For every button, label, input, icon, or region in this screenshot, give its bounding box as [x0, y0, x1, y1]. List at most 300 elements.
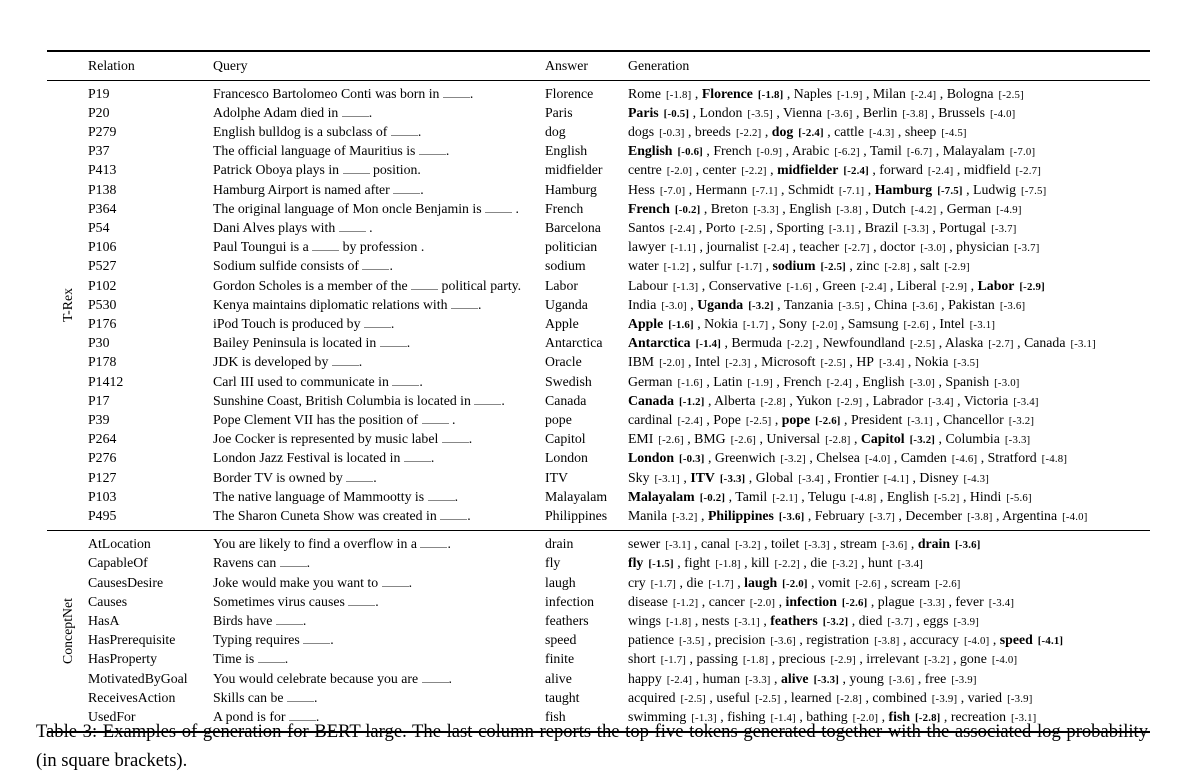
log-probability: [-5.6] — [1006, 491, 1032, 504]
generation-token: die — [810, 555, 828, 571]
generation-entry — [880, 239, 946, 254]
generation-entry — [891, 575, 961, 590]
relation-cell: P527 — [88, 258, 117, 274]
log-probability: [-2.7] — [844, 242, 870, 255]
generation-entry — [872, 690, 957, 705]
log-probability: [-2.5] — [909, 338, 936, 351]
generation-token: centre — [628, 162, 662, 178]
generation-entry — [714, 393, 786, 408]
header-row — [47, 51, 1150, 80]
log-probability: [-3.1] — [828, 222, 855, 235]
query-cell: Birds have . — [213, 612, 307, 628]
log-probability: [-1.8] — [665, 88, 692, 101]
log-probability: [-3.1] — [969, 318, 996, 331]
log-probability: [-1.7] — [650, 577, 677, 590]
generation-token: cancer — [708, 593, 745, 609]
log-probability: [-2.9] — [836, 395, 863, 408]
generation-entry-correct — [628, 143, 703, 158]
generation-entry — [628, 613, 691, 628]
log-probability: [-2.0] — [812, 318, 838, 331]
log-probability: [-2.4] — [763, 242, 789, 255]
query-cell: The official language of Mauritius is . — [213, 143, 450, 159]
table-row — [47, 650, 1150, 669]
generation-entry — [816, 450, 890, 465]
generation-token: fish — [888, 709, 910, 724]
generation-cell: Labour [-1.3] , Conservative [-1.6] , Green [-2.4] , Liberal [-2.9] , Labor [-2.9] — [628, 277, 1045, 293]
log-probability: [-4.9] — [996, 203, 1022, 216]
generation-token: Labour — [628, 277, 668, 293]
generation-entry-correct — [628, 393, 705, 408]
column-header-query: Query — [213, 57, 248, 73]
log-probability: [-2.4] — [843, 165, 869, 178]
log-probability: [-4.3] — [868, 126, 895, 139]
generation-token: eggs — [923, 612, 949, 628]
relation-cell: P364 — [88, 200, 117, 216]
generation-entry — [901, 450, 977, 465]
generation-token: Green — [822, 277, 857, 293]
log-probability: [-4.1] — [883, 472, 910, 485]
log-probability: [-1.7] — [742, 318, 769, 331]
generation-token: Hamburg — [874, 181, 933, 197]
generation-entry — [713, 143, 782, 158]
generation-token: plague — [877, 593, 915, 609]
table-row — [47, 315, 1150, 334]
generation-entry — [988, 450, 1068, 465]
generation-token: Nokia — [704, 315, 738, 331]
generation-entry — [628, 690, 706, 705]
query-blank — [342, 114, 369, 117]
generation-cell: swimming [-1.3] , fishing [-1.4] , bathing [-2.0] , fish [-2.8] , recreation [-3.1] — [628, 709, 1037, 724]
log-probability: [-1.7] — [708, 577, 734, 590]
generation-entry — [776, 220, 854, 235]
generation-entry — [905, 508, 992, 523]
log-probability: [-2.9] — [1019, 280, 1045, 293]
relation-cell: P178 — [88, 354, 117, 370]
generation-token: drain — [917, 536, 951, 552]
generation-entry — [970, 489, 1032, 504]
generation-token: China — [874, 296, 908, 312]
log-probability: [-7.5] — [937, 184, 963, 197]
answer-cell: ITV — [545, 469, 568, 485]
generation-entry-correct — [773, 258, 846, 273]
query-cell: The native language of Mammootty is . — [213, 488, 459, 504]
generation-entry — [859, 613, 913, 628]
query-blank — [258, 660, 285, 663]
generation-entry — [789, 201, 862, 216]
generation-entry — [938, 105, 1015, 120]
generation-cell: Santos [-2.4] , Porto [-2.5] , Sporting [-3.1] , Brazil [-3.3] , Portugal [-3.7] — [628, 219, 1017, 235]
log-probability: [-1.8] — [715, 558, 741, 571]
log-probability: [-1.7] — [736, 261, 763, 274]
generation-token: Vienna — [783, 104, 823, 120]
query-cell: The original language of Mon oncle Benjamin is . — [213, 200, 519, 216]
log-probability: [-3.6] — [778, 510, 805, 523]
log-probability: [-3.8] — [874, 635, 900, 648]
answer-cell: Uganda — [545, 296, 588, 312]
answer-cell: midfielder — [545, 162, 603, 178]
query-cell: Dani Alves plays with . — [213, 219, 373, 235]
generation-token: French — [713, 143, 752, 159]
generation-cell: Hess [-7.0] , Hermann [-7.1] , Schmidt [-7.1] , Hamburg [-7.5] , Ludwig [-7.5] — [628, 181, 1047, 197]
log-probability: [-3.7] — [1014, 242, 1040, 255]
log-probability: [-3.2] — [780, 453, 806, 466]
generation-entry — [695, 354, 751, 369]
generation-cell: India [-3.0] , Uganda [-3.2] , Tanzania [-3.5] , China [-3.6] , Pakistan [-3.6] — [628, 296, 1026, 312]
answer-cell: Capitol — [545, 431, 586, 447]
generation-entry — [878, 594, 945, 609]
query-cell: iPod Touch is produced by . — [213, 315, 395, 331]
relation-cell: CausesDesire — [88, 574, 164, 590]
generation-cell: water [-1.2] , sulfur [-1.7] , sodium [-2.5] , zinc [-2.8] , salt [-2.9] — [628, 258, 970, 274]
table-row — [47, 593, 1150, 612]
query-blank — [411, 287, 438, 290]
log-probability: [-3.8] — [836, 203, 862, 216]
generation-token: useful — [716, 689, 751, 705]
generation-token: combined — [872, 689, 927, 705]
generation-entry — [628, 239, 696, 254]
generation-entry — [915, 354, 979, 369]
generation-token: alive — [780, 670, 809, 686]
log-probability: [-3.2] — [909, 434, 936, 447]
generation-entry — [628, 412, 703, 427]
log-probability: [-3.2] — [1008, 414, 1035, 427]
section-conceptnet — [47, 531, 1150, 733]
generation-entry-correct — [772, 124, 824, 139]
table-row — [47, 238, 1150, 257]
generation-entry — [840, 536, 907, 551]
query-cell: Joke would make you want to . — [213, 574, 413, 590]
log-probability: [-4.0] — [963, 635, 990, 648]
generation-entry — [686, 575, 733, 590]
query-blank — [362, 267, 389, 270]
generation-entry — [799, 239, 869, 254]
log-probability: [-3.3] — [719, 472, 746, 485]
log-probability: [-3.6] — [999, 299, 1026, 312]
generation-token: sulfur — [699, 258, 732, 274]
generation-token: center — [702, 162, 737, 178]
generation-token: infection — [785, 593, 837, 609]
log-probability: [-2.4] — [677, 414, 703, 427]
query-blank — [485, 210, 512, 213]
generation-entry — [818, 575, 881, 590]
log-probability: [-2.7] — [1015, 165, 1041, 178]
table-row — [47, 277, 1150, 296]
answer-cell: Barcelona — [545, 219, 601, 235]
generation-entry-correct — [628, 450, 705, 465]
answer-cell: Canada — [545, 392, 587, 408]
generation-token: free — [924, 670, 947, 686]
generation-token: Alberta — [714, 392, 756, 408]
log-probability: [-2.2] — [787, 338, 813, 351]
generation-token: Bologna — [946, 85, 994, 101]
generation-entry — [919, 470, 989, 485]
generation-token: patience — [628, 632, 674, 648]
generation-token: English — [862, 373, 905, 389]
relation-cell: P530 — [88, 296, 117, 312]
log-probability: [-3.4] — [988, 596, 1015, 609]
generation-entry — [779, 316, 838, 331]
log-probability: [-2.0] — [666, 165, 693, 178]
query-cell: Time is . — [213, 651, 289, 667]
generation-token: Chelsea — [816, 450, 860, 466]
log-probability: [-3.3] — [753, 203, 779, 216]
query-cell: London Jazz Festival is located in . — [213, 450, 435, 466]
generation-token: Victoria — [963, 392, 1009, 408]
generation-entry — [628, 162, 692, 177]
generation-entry — [783, 374, 852, 389]
generation-token: laugh — [744, 574, 778, 590]
generation-entry — [628, 470, 680, 485]
generation-token: Paris — [628, 104, 659, 120]
log-probability: [-2.5] — [680, 692, 706, 705]
generation-entry — [822, 278, 886, 293]
generation-token: Brussels — [938, 104, 985, 120]
generation-entry — [834, 470, 909, 485]
generation-token: February — [814, 507, 865, 523]
answer-cell: London — [545, 450, 588, 466]
generation-token: cattle — [834, 123, 864, 139]
answer-cell: dog — [545, 123, 566, 139]
log-probability: [-3.9] — [1007, 692, 1033, 705]
generation-entry-correct — [918, 536, 981, 551]
section-label-cell — [47, 531, 88, 733]
log-probability: [-1.3] — [672, 280, 699, 293]
table-row — [47, 411, 1150, 430]
query-blank — [419, 152, 446, 155]
generation-token: Canada — [628, 392, 675, 408]
generation-token: sewer — [628, 536, 661, 552]
generation-token: December — [905, 507, 963, 523]
log-probability: [-3.0] — [909, 376, 936, 389]
generation-token: died — [858, 612, 883, 628]
generation-cell: centre [-2.0] , center [-2.2] , midfielder [-2.4] , forward [-2.4] , midfield [-2.7] — [628, 162, 1041, 178]
generation-token: disease — [628, 593, 668, 609]
generation-entry — [897, 278, 967, 293]
generation-entry — [628, 297, 687, 312]
query-blank — [392, 383, 419, 386]
generation-entry — [964, 162, 1041, 177]
query-blank — [420, 545, 447, 548]
generation-entry — [834, 124, 894, 139]
generation-entry — [945, 431, 1030, 446]
generation-token: Labor — [977, 277, 1015, 293]
generation-token: English — [628, 143, 673, 159]
table-row — [47, 123, 1150, 142]
relation-cell: HasPrerequisite — [88, 632, 176, 648]
generation-token: fly — [628, 555, 644, 571]
log-probability: [-3.1] — [654, 472, 680, 485]
generation-token: fever — [955, 593, 984, 609]
log-probability: [-4.8] — [851, 491, 877, 504]
log-probability: [-2.5] — [820, 357, 846, 370]
log-probability: [-0.5] — [663, 107, 690, 120]
log-probability: [-2.9] — [941, 280, 968, 293]
query-blank — [404, 459, 431, 462]
table-row — [47, 612, 1150, 631]
section-label: ConceptNet — [59, 598, 75, 665]
generation-entry — [701, 536, 761, 551]
log-probability: [-2.6] — [841, 596, 868, 609]
relation-cell: P19 — [88, 85, 110, 101]
generation-entry-correct — [628, 316, 694, 331]
table-row — [47, 200, 1150, 219]
generation-token: happy — [628, 670, 662, 686]
query-blank — [380, 344, 407, 347]
generation-entry-correct — [861, 431, 935, 446]
query-cell: Paul Toungui is a by profession . — [213, 239, 425, 255]
generation-token: Bermuda — [731, 335, 782, 351]
generation-token: precision — [714, 632, 766, 648]
log-probability: [-1.8] — [665, 615, 692, 628]
generation-cell: Apple [-1.6] , Nokia [-1.7] , Sony [-2.0] , Samsung [-2.6] , Intel [-3.1] — [628, 315, 996, 331]
generation-token: Hess — [628, 181, 655, 197]
generation-entry — [873, 393, 954, 408]
answer-cell: feathers — [545, 612, 589, 628]
generation-token: varied — [967, 689, 1003, 705]
generation-token: journalist — [706, 239, 759, 255]
generation-token: Capitol — [860, 431, 905, 447]
log-probability: [-3.6] — [770, 635, 796, 648]
generation-entry — [806, 632, 899, 647]
query-blank — [348, 603, 375, 606]
relation-cell: P106 — [88, 239, 117, 255]
generation-token: EMI — [628, 431, 654, 447]
table-row — [47, 392, 1150, 411]
generation-entry — [628, 220, 695, 235]
log-probability: [-3.9] — [951, 673, 977, 686]
generation-token: Hindi — [969, 488, 1002, 504]
generation-cell: Paris [-0.5] , London [-3.5] , Vienna [-3.6] , Berlin [-3.8] , Brussels [-4.0] — [628, 104, 1016, 120]
log-probability: [-3.2] — [924, 654, 950, 667]
generation-entry — [960, 651, 1017, 666]
log-probability: [-3.8] — [902, 107, 928, 120]
generation-entry — [713, 374, 773, 389]
generation-entry — [925, 671, 977, 686]
answer-cell: Malayalam — [545, 488, 608, 504]
generation-entry-correct — [628, 555, 674, 570]
group-column-header — [47, 51, 88, 80]
query-blank — [303, 641, 330, 644]
generation-cell: Sky [-3.1] , ITV [-3.3] , Global [-3.4] , Frontier [-4.1] , Disney [-4.3] — [628, 469, 989, 485]
generation-token: Pope — [713, 411, 741, 427]
relation-cell: ReceivesAction — [88, 689, 176, 705]
generation-entry — [791, 690, 862, 705]
column-header-generation: Generation — [628, 57, 690, 73]
generation-entry-correct — [1000, 632, 1063, 647]
query-cell: Border TV is owned by . — [213, 469, 377, 485]
generation-entry — [699, 258, 762, 273]
log-probability: [-3.5] — [747, 107, 773, 120]
generation-entry — [945, 374, 1019, 389]
generation-entry — [709, 278, 812, 293]
log-probability: [-3.2] — [672, 510, 698, 523]
log-probability: [-7.0] — [659, 184, 686, 197]
generation-token: zinc — [856, 258, 880, 274]
relation-cell: P413 — [88, 162, 117, 178]
generation-entry — [873, 86, 936, 101]
table-header — [47, 51, 1150, 80]
generation-entry — [702, 613, 760, 628]
log-probability: [-3.5] — [678, 635, 705, 648]
generation-entry — [735, 489, 797, 504]
generation-entry — [808, 489, 877, 504]
generation-token: short — [628, 651, 656, 667]
query-cell: Skills can be . — [213, 689, 318, 705]
log-probability: [-3.1] — [665, 539, 691, 552]
query-blank — [422, 421, 449, 424]
query-blank — [422, 680, 449, 683]
query-cell: Francesco Bartolomeo Conti was born in . — [213, 85, 474, 101]
generation-entry — [628, 374, 703, 389]
log-probability: [-1.4] — [770, 712, 796, 724]
log-probability: [-3.4] — [878, 357, 905, 370]
generation-token: Columbia — [945, 431, 1000, 447]
generation-entry — [920, 258, 970, 273]
generation-token: wings — [628, 612, 661, 628]
generation-token: acquired — [628, 689, 676, 705]
log-probability: [-3.6] — [827, 107, 853, 120]
log-probability: [-1.2] — [663, 261, 690, 274]
generation-token: Latin — [713, 373, 743, 389]
generation-token: Hermann — [695, 181, 748, 197]
log-probability: [-3.2] — [822, 615, 849, 628]
log-probability: [-3.3] — [745, 673, 771, 686]
generation-token: irrelevant — [866, 651, 920, 667]
generation-cell: IBM [-2.0] , Intel [-2.3] , Microsoft [-2.5] , HP [-3.4] , Nokia [-3.5] — [628, 354, 980, 370]
generation-entry — [815, 508, 895, 523]
log-probability: [-4.0] — [864, 453, 891, 466]
generation-token: Canada — [1024, 335, 1066, 351]
generation-token: hunt — [868, 555, 893, 571]
generation-entry — [851, 412, 933, 427]
log-probability: [-3.3] — [1004, 434, 1031, 447]
log-probability: [-2.3] — [725, 357, 751, 370]
table-row — [47, 353, 1150, 372]
generation-entry — [848, 316, 929, 331]
answer-cell: Philippines — [545, 507, 608, 523]
relation-cell: P20 — [88, 104, 110, 120]
generation-token: stream — [840, 536, 877, 552]
relation-cell: AtLocation — [88, 536, 151, 552]
generation-entry — [796, 393, 863, 408]
table-row — [47, 181, 1150, 200]
generation-entry-correct — [777, 162, 869, 177]
generation-entry — [947, 86, 1024, 101]
table-row — [47, 670, 1150, 689]
generation-token: dog — [771, 123, 794, 139]
generation-token: IBM — [628, 354, 655, 370]
generation-token: Argentina — [1002, 507, 1058, 523]
relation-cell: P138 — [88, 181, 117, 197]
generation-entry-correct — [628, 201, 700, 216]
log-probability: [-3.7] — [887, 615, 913, 628]
generation-entry-correct — [875, 182, 963, 197]
generation-token: French — [628, 200, 670, 216]
generation-entry — [783, 105, 853, 120]
log-probability: [-3.4] — [798, 472, 824, 485]
generation-token: Tamil — [735, 488, 768, 504]
query-cell: Bailey Peninsula is located in . — [213, 335, 411, 351]
generation-cell: dogs [-0.3] , breeds [-2.2] , dog [-2.4] , cattle [-4.3] , sheep [-4.5] — [628, 123, 967, 139]
generation-entry — [696, 182, 778, 197]
generation-cell: Malayalam [-0.2] , Tamil [-2.1] , Telugu [-4.8] , English [-5.2] , Hindi [-5.6] — [628, 488, 1032, 504]
generation-entry — [879, 162, 953, 177]
generation-token: breeds — [694, 123, 731, 139]
generation-token: Nokia — [914, 354, 949, 370]
generation-entry-correct — [702, 86, 784, 101]
log-probability: [-1.7] — [660, 654, 687, 667]
answer-cell: Apple — [545, 315, 579, 331]
